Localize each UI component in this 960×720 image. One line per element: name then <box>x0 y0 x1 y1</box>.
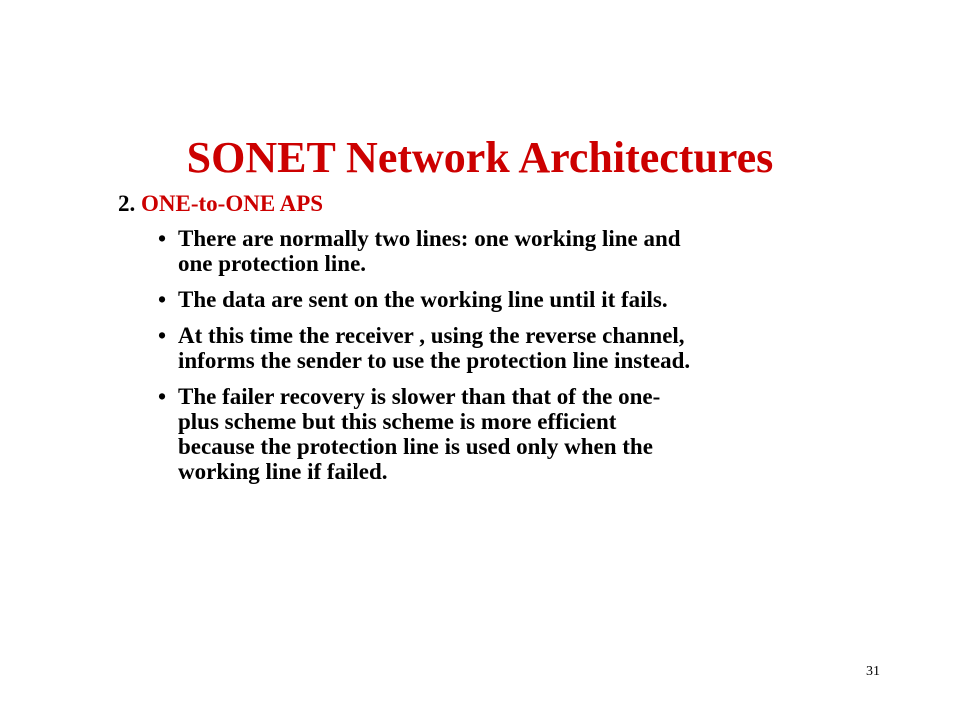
bullet-line: At this time the receiver , using the reverse channel, <box>178 323 685 348</box>
bullet-line: working line if failed. <box>178 459 388 484</box>
bullet-item <box>158 226 878 276</box>
bullet-line: The failer recovery is slower than that of the one- <box>178 384 661 409</box>
section-subheading <box>118 190 323 218</box>
bullet-item <box>158 323 878 373</box>
bullet-line: plus scheme but this scheme is more efficient <box>178 409 617 434</box>
bullet-line: one protection line. <box>178 251 367 276</box>
bullet-line: There are normally two lines: one working line and <box>178 226 681 251</box>
bullet-line: The data are sent on the working line until it fails. <box>178 287 668 312</box>
bullet-line: informs the sender to use the protection line instead. <box>178 348 691 373</box>
slide-title: SONET Network Architectures <box>186 133 774 182</box>
bullet-dot: • <box>158 384 167 409</box>
bullet-item <box>158 384 878 484</box>
bullet-item <box>158 287 878 312</box>
bullet-dot: • <box>158 287 167 312</box>
subheading-number: 2. <box>118 191 136 216</box>
bullet-dot: • <box>158 323 167 348</box>
page-number: 31 <box>866 664 880 679</box>
bullet-line: because the protection line is used only when the <box>178 434 653 459</box>
bullet-list <box>158 226 878 495</box>
bullet-dot: • <box>158 226 167 251</box>
subheading-text: ONE-to-ONE APS <box>141 191 324 216</box>
